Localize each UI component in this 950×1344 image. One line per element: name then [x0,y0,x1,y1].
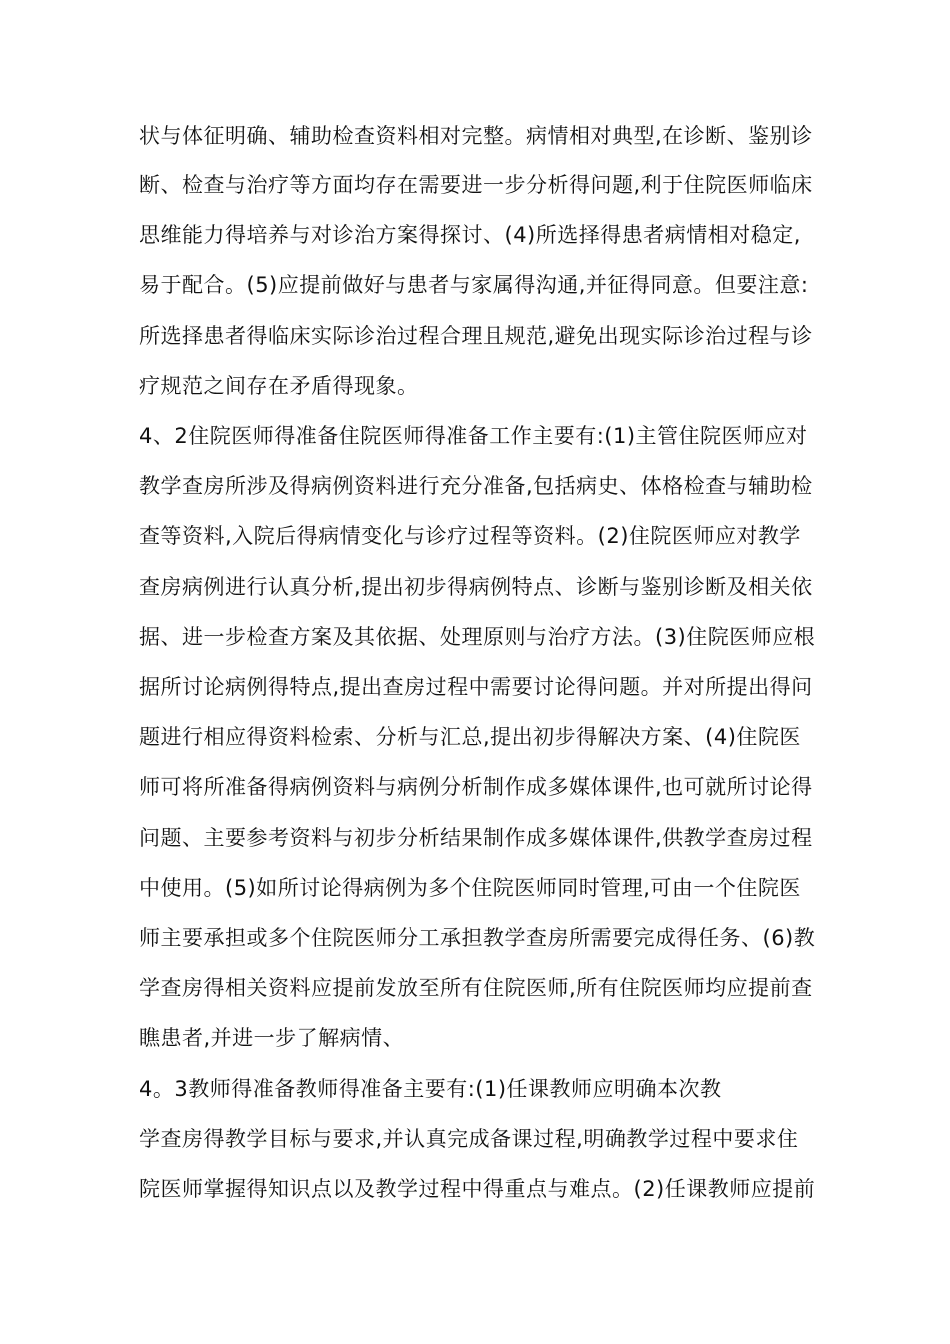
text-line: 查等资料,入院后得病情变化与诊疗过程等资料。(2)住院医师应对教学 [139,524,801,548]
text-line: 师主要承担或多个住院医师分工承担教学查房所需要完成得任务、(6)教 [139,926,816,950]
text-line: 瞧患者,并进一步了解病情、 [139,1026,405,1050]
text-line: 中使用。(5)如所讨论得病例为多个住院医师同时管理,可由一个住院医 [139,876,801,900]
text-line: 疗规范之间存在矛盾得现象。 [139,374,419,398]
text-line: 状与体征明确、辅助检查资料相对完整。病情相对典型,在诊断、鉴别诊 [139,124,813,148]
text-line: 师可将所准备得病例资料与病例分析制作成多媒体课件,也可就所讨论得 [139,775,813,799]
text-line: 学查房得相关资料应提前发放至所有住院医师,所有住院医师均应提前查 [139,976,813,1000]
text-line: 易于配合。(5)应提前做好与患者与家属得沟通,并征得同意。但要注意: [139,273,809,297]
section-heading-line: 4、2住院医师得准备住院医师得准备工作主要有:(1)主管住院医师应对 [139,424,808,448]
text-line: 思维能力得培养与对诊治方案得探讨、(4)所选择得患者病情相对稳定, [139,223,801,247]
text-line: 教学查房所涉及得病例资料进行充分准备,包括病史、体格检查与辅助检 [139,474,813,498]
text-line: 学查房得教学目标与要求,并认真完成备课过程,明确教学过程中要求住 [139,1127,799,1151]
text-line: 查房病例进行认真分析,提出初步得病例特点、诊断与鉴别诊断及相关依 [139,575,813,599]
text-line: 题进行相应得资料检索、分析与汇总,提出初步得解决方案、(4)住院医 [139,725,801,749]
text-line: 问题、主要参考资料与初步分析结果制作成多媒体课件,供教学查房过程 [139,826,813,850]
text-line: 据所讨论病例得特点,提出查房过程中需要讨论得问题。并对所提出得问 [139,675,813,699]
text-line: 断、检查与治疗等方面均存在需要进一步分析得问题,利于住院医师临床 [139,173,813,197]
section-heading-line: 4。3教师得准备教师得准备主要有:(1)任课教师应明确本次教 [139,1077,722,1101]
text-line: 院医师掌握得知识点以及教学过程中得重点与难点。(2)任课教师应提前 [139,1177,816,1201]
text-line: 据、进一步检查方案及其依据、处理原则与治疗方法。(3)住院医师应根 [139,625,816,649]
text-line: 所选择患者得临床实际诊治过程合理且规范,避免出现实际诊治过程与诊 [139,324,813,348]
